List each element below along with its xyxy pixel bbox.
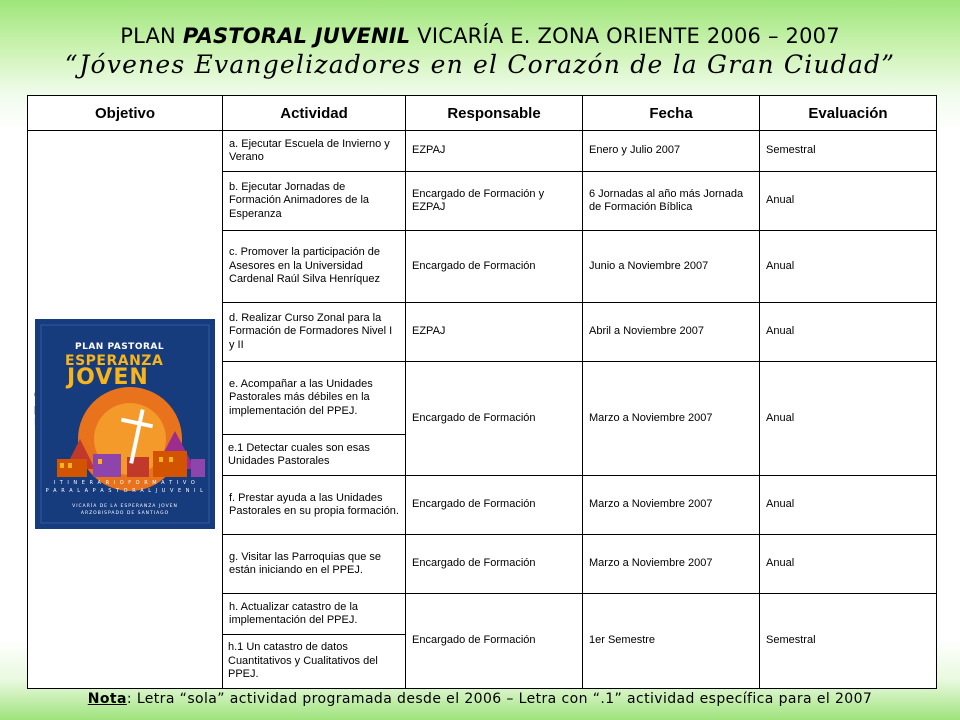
responsable-cell: Encargado de Formación	[406, 535, 583, 594]
cover-line-3: JOVEN	[67, 365, 149, 390]
fecha-cell: Marzo a Noviembre 2007	[583, 535, 760, 594]
table-header-row	[28, 96, 937, 131]
responsable-cell: Encargado de Formación	[406, 231, 583, 303]
table-row	[28, 131, 937, 172]
fecha-cell: Marzo a Noviembre 2007	[583, 362, 760, 476]
evaluacion-cell: Anual	[760, 231, 937, 303]
plan-pastoral-cover-image	[35, 319, 215, 529]
header-fecha: Fecha	[583, 96, 760, 131]
plan-table	[27, 95, 937, 689]
responsable-cell: Encargado de Formación	[406, 362, 583, 476]
cover-line-4: I T I N E R A R I O F O R M A T I V O P A R A L A P A S T O R A L J U V E N I L	[45, 480, 205, 494]
actividad-cell: e.1 Detectar cuales son esas Unidades Pastorales	[223, 435, 406, 476]
responsable-cell: Encargado de Formación	[406, 594, 583, 689]
actividad-cell: c. Promover la participación de Asesores en la Universidad Cardenal Raúl Silva Henríquez	[223, 231, 406, 303]
objective-cell	[28, 131, 223, 689]
fecha-cell: 6 Jornadas al año más Jornada de Formación Bíblica	[583, 172, 760, 231]
title-prefix: PLAN	[120, 24, 183, 48]
evaluacion-cell: Anual	[760, 476, 937, 535]
evaluacion-cell: Anual	[760, 172, 937, 231]
title-italic: PASTORAL JUVENIL	[182, 24, 411, 48]
header-evaluacion: Evaluación	[760, 96, 937, 131]
cover-line-2: ESPERANZA	[65, 353, 164, 369]
title-suffix: VICARÍA E. ZONA ORIENTE 2006 – 2007	[410, 24, 840, 48]
fecha-cell: Abril a Noviembre 2007	[583, 303, 760, 362]
fecha-cell: Enero y Julio 2007	[583, 131, 760, 172]
evaluacion-cell: Anual	[760, 362, 937, 476]
evaluacion-cell: Semestral	[760, 594, 937, 689]
footnote-text: : Letra “sola” actividad programada desde el 2006 – Letra con “.1” actividad específica para el 2007	[126, 691, 873, 707]
fecha-cell: 1er Semestre	[583, 594, 760, 689]
responsable-cell: Encargado de Formación	[406, 476, 583, 535]
cover-line-1: PLAN PASTORAL	[75, 342, 165, 352]
evaluacion-cell: Semestral	[760, 131, 937, 172]
fecha-cell: Marzo a Noviembre 2007	[583, 476, 760, 535]
footnote	[0, 691, 960, 707]
responsable-cell: Encargado de Formación y EZPAJ	[406, 172, 583, 231]
page-title	[0, 22, 960, 50]
actividad-cell: h.1 Un catastro de datos Cuantitativos y Cualitativos del PPEJ.	[223, 635, 406, 689]
header-responsable: Responsable	[406, 96, 583, 131]
actividad-cell: f. Prestar ayuda a las Unidades Pastorales en su propia formación.	[223, 476, 406, 535]
header-actividad: Actividad	[223, 96, 406, 131]
page-subtitle: “Jóvenes Evangelizadores en el Corazón de la Gran Ciudad”	[64, 50, 896, 79]
actividad-cell: a. Ejecutar Escuela de Invierno y Verano	[223, 131, 406, 172]
actividad-cell: d. Realizar Curso Zonal para la Formación de Formadores Nivel I y II	[223, 303, 406, 362]
evaluacion-cell: Anual	[760, 303, 937, 362]
actividad-cell: e. Acompañar a las Unidades Pastorales más débiles en la implementación del PPEJ.	[223, 362, 406, 435]
actividad-cell: b. Ejecutar Jornadas de Formación Animadores de la Esperanza	[223, 172, 406, 231]
responsable-cell: EZPAJ	[406, 303, 583, 362]
footnote-label: Nota	[87, 691, 127, 707]
actividad-cell: g. Visitar las Parroquias que se están iniciando en el PPEJ.	[223, 535, 406, 594]
fecha-cell: Junio a Noviembre 2007	[583, 231, 760, 303]
evaluacion-cell: Anual	[760, 535, 937, 594]
actividad-cell: h. Actualizar catastro de la implementación del PPEJ.	[223, 594, 406, 635]
header-objetivo: Objetivo	[28, 96, 223, 131]
responsable-cell: EZPAJ	[406, 131, 583, 172]
cover-line-5: VICARÍA DE LA ESPERANZA JOVEN ARZOBISPADO DE SANTIAGO	[72, 504, 178, 516]
